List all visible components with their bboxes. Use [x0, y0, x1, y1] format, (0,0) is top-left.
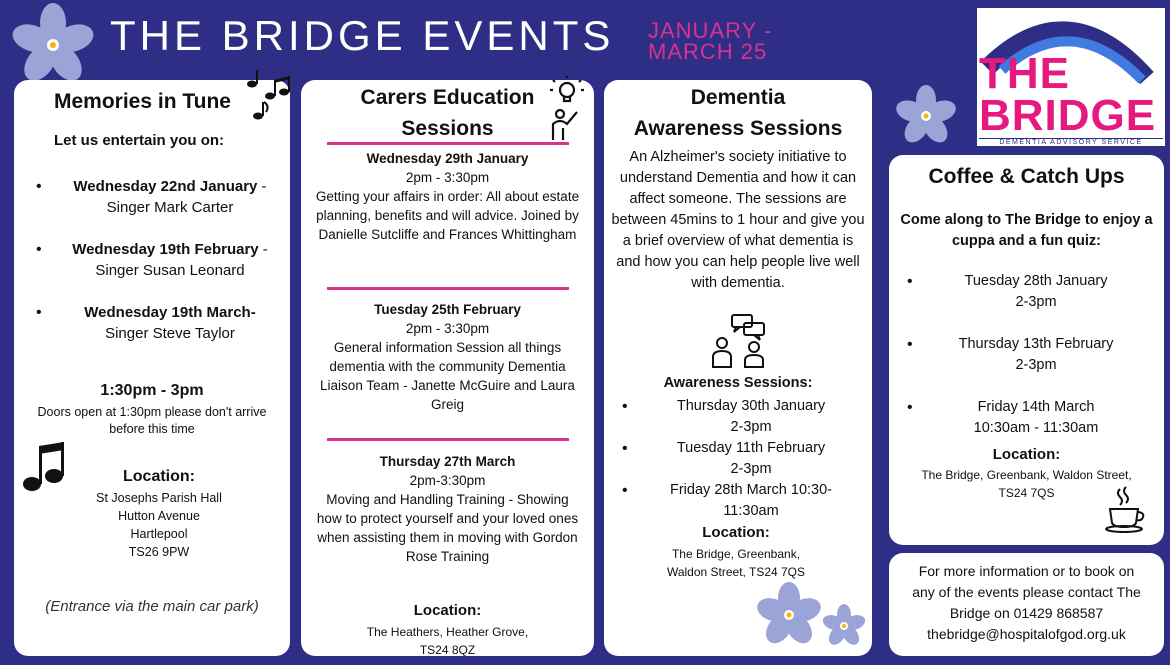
session-date: Tuesday 11th February — [676, 440, 826, 456]
session-time: 2pm - 3:30pm — [405, 170, 490, 185]
carers-education-panel — [301, 80, 594, 656]
address-line: Waldon Street, TS24 7QS — [666, 565, 806, 579]
awareness-title-line2: Awareness Sessions — [633, 117, 843, 140]
list-item — [38, 239, 288, 281]
the-bridge-logo — [977, 8, 1165, 146]
list-item — [624, 438, 864, 480]
carers-title-line1: Carers Education — [360, 86, 535, 109]
forget-me-not-flower-icon — [893, 83, 959, 149]
memories-location-address — [74, 489, 244, 561]
awareness-sessions-label: Awareness Sessions: — [663, 375, 813, 391]
music-note-icon — [22, 440, 66, 500]
conversation-people-icon — [710, 313, 768, 369]
list-item — [624, 480, 864, 522]
coffee-cup-icon — [1104, 485, 1148, 533]
event-detail: Singer Steve Taylor — [105, 325, 235, 342]
coffee-catch-ups-panel — [889, 155, 1164, 545]
event-time: 2-3pm — [1015, 357, 1057, 373]
coffee-location-label: Location: — [992, 446, 1061, 463]
memories-title: Memories in Tune — [54, 90, 231, 113]
session-time: 2pm - 3:30pm — [405, 321, 490, 336]
memories-doors-note: Doors open at 1:30pm please don't arrive before this time — [37, 405, 267, 436]
contact-phone: Bridge on 01429 868587 — [949, 605, 1104, 621]
event-detail: Singer Mark Carter — [106, 199, 234, 216]
memories-entrance-note: (Entrance via the main car park) — [45, 598, 259, 615]
dementia-awareness-panel — [604, 80, 872, 656]
address-line: The Heathers, Heather Grove, — [366, 625, 529, 639]
carers-session — [315, 149, 580, 244]
event-date: Friday 14th March — [977, 399, 1095, 415]
coffee-title: Coffee & Catch Ups — [928, 165, 1125, 188]
address-line: St Josephs Parish Hall — [96, 491, 222, 505]
music-notes-icon — [244, 70, 292, 128]
event-date-separator: - — [258, 241, 268, 258]
address-line: Hartlepool — [130, 527, 188, 541]
awareness-title-line1: Dementia — [690, 86, 786, 109]
date-range — [648, 20, 772, 62]
contact-email-link[interactable]: thebridge@hospitalofgod.org.uk — [927, 626, 1126, 642]
lightbulb-presenter-icon — [549, 76, 585, 146]
event-date: Tuesday 28th January — [964, 273, 1108, 289]
forget-me-not-flower-icon — [820, 602, 868, 650]
contact-info-panel — [889, 553, 1164, 656]
session-date: Tuesday 25th February — [374, 302, 521, 317]
session-time: 2-3pm — [730, 419, 772, 435]
logo-subtitle: DEMENTIA ADVISORY SERVICE — [979, 138, 1163, 146]
memories-time: 1:30pm - 3pm — [100, 382, 204, 399]
list-item — [909, 271, 1149, 313]
date-range-line2: MARCH 25 — [648, 39, 768, 64]
address-line: TS26 9PW — [128, 545, 190, 559]
list-item — [38, 302, 288, 344]
session-description: Moving and Handling Training - Showing how to protect yourself and your loved ones when assisting them in moving with Gordon Rose Training — [316, 492, 579, 564]
session-date: Wednesday 29th January — [366, 151, 529, 166]
address-line: Hutton Avenue — [118, 509, 200, 523]
section-divider — [327, 142, 569, 145]
event-date: Wednesday 19th March- — [84, 304, 256, 321]
contact-line: For more information or to book on — [918, 563, 1135, 579]
session-date: Thursday 30th January — [676, 398, 826, 414]
event-detail: Singer Susan Leonard — [95, 262, 245, 279]
date-range-line1: JANUARY - — [648, 18, 773, 43]
session-date: Thursday 27th March — [379, 454, 516, 469]
awareness-session-list — [624, 396, 864, 522]
event-date: Wednesday 19th February — [72, 241, 259, 258]
session-date: Friday 28th March 10:30- — [670, 482, 832, 498]
logo-text-the: THE — [979, 49, 1070, 98]
event-date: Wednesday 22nd January — [73, 178, 258, 195]
awareness-location-address — [604, 545, 868, 581]
coffee-location-address: The Bridge, Greenbank, Waldon Street, TS24 7QS — [921, 468, 1132, 500]
section-divider — [327, 438, 569, 441]
section-divider — [327, 287, 569, 290]
event-time: 2-3pm — [1015, 294, 1057, 310]
address-line: TS24 8QZ — [419, 643, 476, 657]
memories-in-tune-panel — [14, 80, 290, 656]
logo-text-bridge: BRIDGE — [979, 91, 1157, 140]
awareness-location-label: Location: — [702, 524, 770, 541]
memories-location-label: Location: — [123, 468, 195, 485]
carers-session — [315, 452, 580, 566]
coffee-event-list — [909, 271, 1149, 460]
contact-info-text — [891, 561, 1162, 645]
awareness-title — [604, 82, 872, 144]
carers-location-label: Location: — [413, 602, 482, 619]
list-item — [909, 334, 1149, 376]
carers-session — [315, 300, 580, 414]
memories-intro: Let us entertain you on: — [54, 132, 225, 149]
address-line: The Bridge, Greenbank, — [671, 547, 801, 561]
list-item — [624, 396, 864, 438]
coffee-intro: Come along to The Bridge to enjoy a cuppa and a fun quiz: — [900, 212, 1153, 249]
awareness-description: An Alzheimer's society initiative to understand Dementia and how it can affect someone. The sessions are between 45mins to 1 hour and give you a brief overview of what dementia is and how you can help people live well with dementia. — [611, 149, 865, 291]
list-item — [909, 397, 1149, 439]
contact-line: any of the events please contact The — [912, 584, 1141, 600]
event-date-separator: - — [257, 178, 267, 195]
list-item — [38, 176, 288, 218]
forget-me-not-flower-icon — [754, 580, 824, 650]
session-description: General information Session all things dementia with the community Dementia Liaison Team - Janette McGuire and Laura Greig — [320, 340, 575, 412]
session-description: Getting your affairs in order: All about estate planning, benefits and will advice. Joined by Danielle Sutcliffe and Frances Whittingham — [315, 189, 580, 242]
forget-me-not-flower-icon — [10, 2, 96, 88]
memories-event-list — [38, 176, 288, 365]
session-time: 2pm-3:30pm — [409, 473, 486, 488]
carers-title-line2: Sessions — [401, 117, 494, 140]
event-date: Thursday 13th February — [958, 336, 1114, 352]
page-title: THE BRIDGE EVENTS — [110, 12, 615, 59]
carers-location-address — [301, 623, 594, 659]
event-time: 10:30am - 11:30am — [973, 420, 1099, 436]
session-time: 11:30am — [723, 503, 779, 519]
session-time: 2-3pm — [730, 461, 772, 477]
